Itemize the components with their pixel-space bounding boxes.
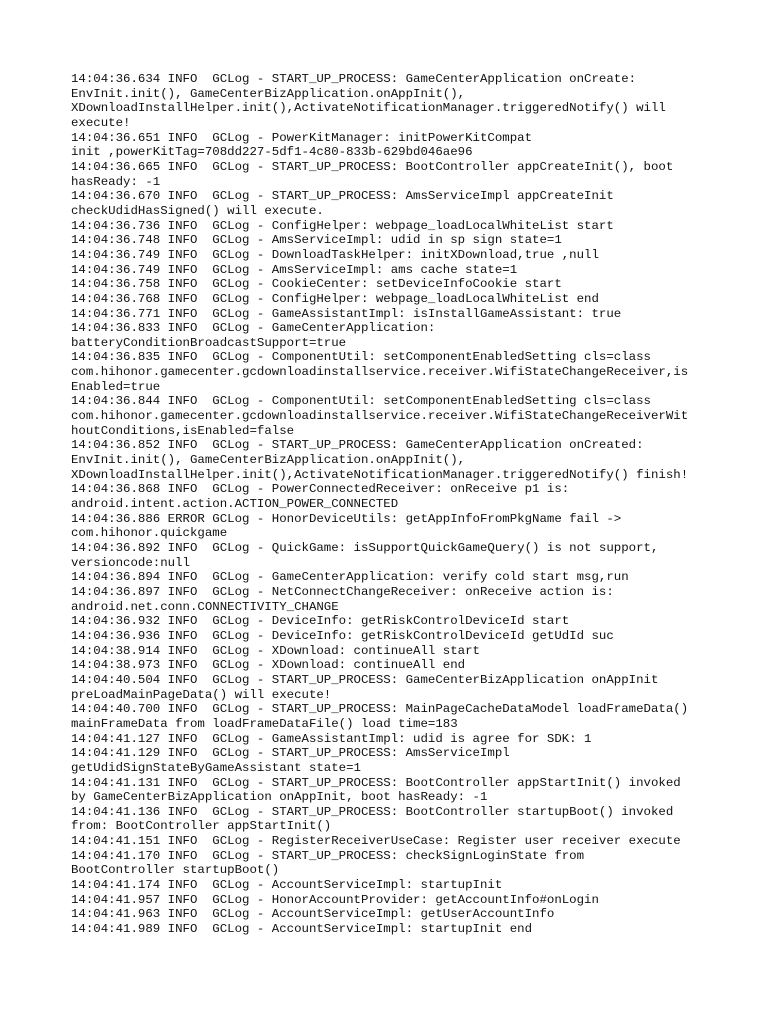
log-line: com.hihonor.quickgame [71,526,228,541]
log-line: 14:04:36.758 INFO GCLog - CookieCenter: setDeviceInfoCookie start [71,277,562,292]
log-line: BootController startupBoot() [71,863,280,878]
log-line: 14:04:36.634 INFO GCLog - START_UP_PROCESS: GameCenterApplication onCreate: [71,72,637,86]
log-line: XDownloadInstallHelper.init(),ActivateNotificationManager.triggeredNotify() finish! [71,467,689,482]
log-line: 14:04:36.886 ERROR GCLog - HonorDeviceUtils: getAppInfoFromPkgName fail -> [71,511,622,526]
log-line: houtConditions,isEnabled=false [71,423,295,438]
log-line: Enabled=true [71,379,161,394]
log-line: 14:04:38.914 INFO GCLog - XDownload: continueAll start [71,643,480,658]
log-line: from: BootController appStartInit() [71,819,332,834]
log-line: mainFrameData from loadFrameDataFile() load time=183 [71,716,458,731]
log-line: XDownloadInstallHelper.init(),ActivateNotificationManager.triggeredNotify() will [71,101,666,116]
log-line: 14:04:41.129 INFO GCLog - START_UP_PROCESS: AmsServiceImpl [71,746,510,761]
log-line: 14:04:36.749 INFO GCLog - DownloadTaskHelper: initXDownload,true ,null [71,247,599,262]
log-line: 14:04:41.957 INFO GCLog - HonorAccountProvider: getAccountInfo#onLogin [71,892,599,907]
log-line: 14:04:36.897 INFO GCLog - NetConnectChangeReceiver: onReceive action is: [71,584,614,599]
log-line: 14:04:36.868 INFO GCLog - PowerConnectedReceiver: onReceive p1 is: [71,482,570,497]
log-line: 14:04:40.700 INFO GCLog - START_UP_PROCESS: MainPageCacheDataModel loadFrameData() [71,702,689,717]
log-line: 14:04:41.131 INFO GCLog - START_UP_PROCESS: BootController appStartInit() invoked [71,775,681,790]
log-line: 14:04:36.665 INFO GCLog - START_UP_PROCESS: BootController appCreateInit(), boot [71,159,674,174]
log-text-block [71,72,701,937]
log-line: 14:04:36.894 INFO GCLog - GameCenterApplication: verify cold start msg,run [71,570,629,585]
log-line: 14:04:36.768 INFO GCLog - ConfigHelper: webpage_loadLocalWhiteList end [71,291,599,306]
log-line: 14:04:36.936 INFO GCLog - DeviceInfo: getRiskControlDeviceId getUdId suc [71,628,614,643]
log-line: com.hihonor.gamecenter.gcdownloadinstallservice.receiver.WifiStateChangeReceiver,is [71,365,689,380]
log-line: 14:04:36.736 INFO GCLog - ConfigHelper: webpage_loadLocalWhiteList start [71,218,614,233]
log-line: by GameCenterBizApplication onAppInit, boot hasReady: -1 [71,790,488,805]
log-line: checkUdidHasSigned() will execute. [71,203,324,218]
log-line: getUdidSignStateByGameAssistant state=1 [71,760,361,775]
log-line: 14:04:41.989 INFO GCLog - AccountServiceImpl: startupInit end [71,922,533,937]
log-line: 14:04:41.174 INFO GCLog - AccountServiceImpl: startupInit [71,878,503,893]
log-line: 14:04:36.852 INFO GCLog - START_UP_PROCESS: GameCenterApplication onCreated: [71,438,644,453]
log-line: 14:04:41.151 INFO GCLog - RegisterReceiverUseCase: Register user receiver execute [71,834,681,849]
log-line: 14:04:36.771 INFO GCLog - GameAssistantImpl: isInstallGameAssistant: true [71,306,622,321]
log-line: 14:04:41.963 INFO GCLog - AccountServiceImpl: getUserAccountInfo [71,907,555,922]
log-line: init ,powerKitTag=708dd227-5df1-4c80-833b-629bd046ae96 [71,145,473,160]
log-line: 14:04:41.127 INFO GCLog - GameAssistantImpl: udid is agree for SDK: 1 [71,731,592,746]
log-line: batteryConditionBroadcastSupport=true [71,335,347,350]
log-line: 14:04:36.651 INFO GCLog - PowerKitManager: initPowerKitCompat [71,130,533,145]
log-line: 14:04:41.170 INFO GCLog - START_UP_PROCESS: checkSignLoginState from [71,848,585,863]
log-line: 14:04:36.749 INFO GCLog - AmsServiceImpl: ams cache state=1 [71,262,518,277]
log-line: 14:04:36.844 INFO GCLog - ComponentUtil: setComponentEnabledSetting cls=class [71,394,651,409]
log-line: 14:04:36.892 INFO GCLog - QuickGame: isSupportQuickGameQuery() is not support, [71,541,659,555]
log-line: 14:04:38.973 INFO GCLog - XDownload: continueAll end [71,658,466,673]
log-line: com.hihonor.gamecenter.gcdownloadinstallservice.receiver.WifiStateChangeReceiverWit [71,409,689,424]
log-line: 14:04:41.136 INFO GCLog - START_UP_PROCESS: BootController startupBoot() invoked [71,804,674,819]
log-line: hasReady: -1 [71,174,161,189]
log-line: 14:04:36.670 INFO GCLog - START_UP_PROCESS: AmsServiceImpl appCreateInit [71,189,614,204]
log-line: versioncode:null [71,555,190,570]
log-line: 14:04:40.504 INFO GCLog - START_UP_PROCESS: GameCenterBizApplication onAppInit [71,672,659,687]
log-line: 14:04:36.932 INFO GCLog - DeviceInfo: getRiskControlDeviceId start [71,614,570,629]
log-line: android.intent.action.ACTION_POWER_CONNECTED [71,497,399,512]
log-line: EnvInit.init(), GameCenterBizApplication.onAppInit(), [71,86,466,101]
log-line: 14:04:36.835 INFO GCLog - ComponentUtil: setComponentEnabledSetting cls=class [71,350,651,365]
log-line: preLoadMainPageData() will execute! [71,687,332,702]
log-line: execute! [71,115,131,130]
log-line: 14:04:36.748 INFO GCLog - AmsServiceImpl: udid in sp sign state=1 [71,233,562,248]
log-line: 14:04:36.833 INFO GCLog - GameCenterApplication: [71,321,436,336]
log-line: android.net.conn.CONNECTIVITY_CHANGE [71,599,339,614]
log-line: EnvInit.init(), GameCenterBizApplication.onAppInit(), [71,453,466,468]
